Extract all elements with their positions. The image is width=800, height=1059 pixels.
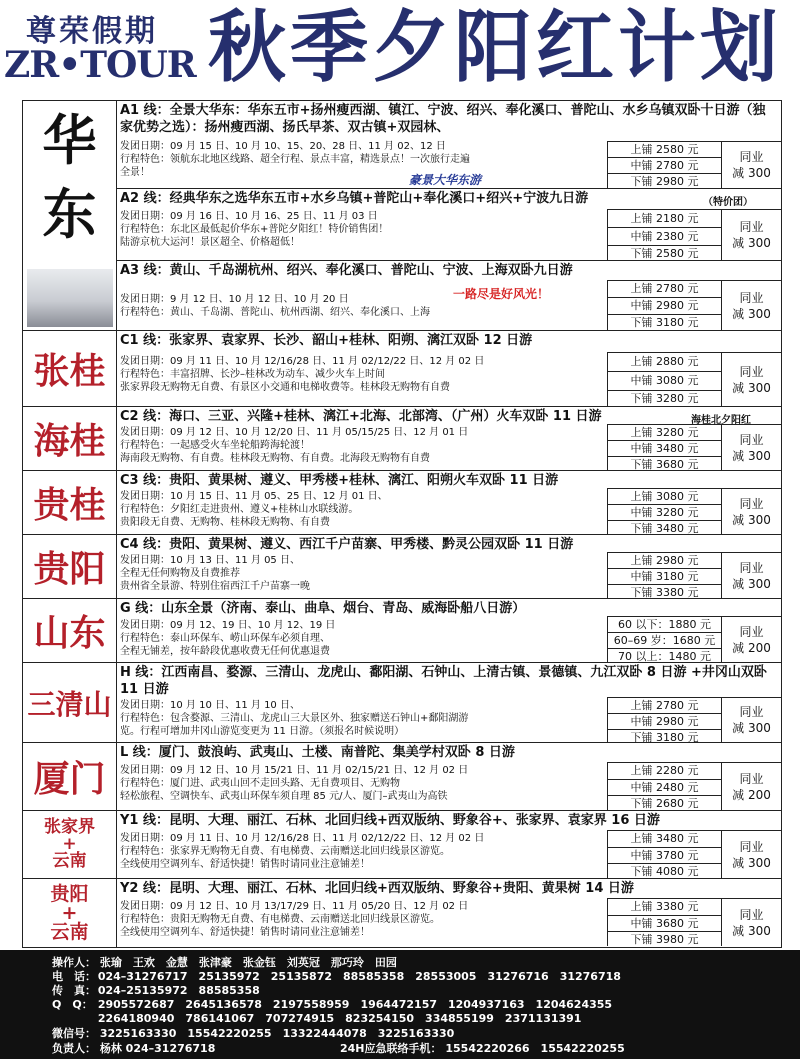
price-lower: 下铺 4080 元	[630, 865, 699, 878]
route-c4	[117, 535, 781, 599]
price-upper: 上铺 2280 元	[608, 763, 721, 780]
price-lower: 下铺 3680 元	[630, 458, 699, 471]
route-title: C4 线：贵阳、黄果树、遵义、西江千户苗寨、甲秀楼、黔灵公园双卧 11 日游	[120, 537, 574, 552]
region-label: 张桂	[33, 350, 106, 392]
peer-label: 同业	[739, 432, 764, 447]
price-list	[607, 898, 721, 946]
price-list	[607, 141, 721, 188]
route-title: A3 线：黄山、千岛湖杭州、绍兴、奉化溪口、普陀山、宁波、上海双卧九日游	[120, 263, 573, 278]
region-xiamen	[23, 743, 117, 811]
departure-dates: 发团日期：09 月 12 日、10 月 12/20 日、11 月 05/15/25 日、12 月 01 日	[120, 427, 469, 438]
tour-table	[22, 100, 782, 948]
fax-numbers: 024–25135972 88585358	[97, 984, 260, 997]
peer-amount: 减 200	[732, 787, 771, 802]
price-tier-3: 70 以上：1480 元	[618, 650, 711, 663]
route-g	[117, 599, 781, 663]
manager-line	[52, 1042, 215, 1055]
departure-dates: 发团日期：09 月 12、19 日、10 月 12、19 日	[120, 620, 336, 631]
region-guigui	[23, 471, 117, 535]
route-h	[117, 663, 781, 743]
route-feature: 行程特色：夕阳红走进贵州、遵义+桂林山水联线游。	[120, 504, 359, 515]
region-label: 厦门	[33, 758, 106, 800]
route-feature: 行程特色：黄山、千岛湖、普陀山、杭州西湖、绍兴、奉化溪口、上海	[120, 307, 430, 318]
peer-label: 同业	[739, 560, 764, 575]
peer-label: 同业	[739, 290, 764, 305]
peer-amount: 减 200	[732, 640, 771, 655]
peer-amount: 减 300	[732, 166, 771, 180]
region-zhanggui	[23, 331, 117, 407]
peer-discount	[721, 209, 781, 260]
price-list	[607, 552, 721, 598]
peer-discount	[721, 488, 781, 534]
departure-dates: 发团日期：09 月 12 日、10 月 13/17/29 日、11 月 05/20 日、12 月 02 日	[120, 901, 469, 912]
price-middle: 中铺 3480 元	[608, 441, 721, 457]
peer-amount: 减 300	[732, 306, 771, 321]
departure-dates: 发团日期：09 月 16 日、10 月 16、25 日、11 月 03 日	[120, 211, 378, 222]
route-feature: 全程无任何购物及自费推荐	[120, 568, 240, 579]
price-list	[607, 488, 721, 534]
departure-dates: 发团日期：10 月 15 日、11 月 05、25 日、12 月 01 日、	[120, 491, 388, 502]
departure-dates: 发团日期：09 月 12 日、10 月 15/21 日、11 月 02/15/21 日、12 月 02 日	[120, 765, 469, 776]
price-upper: 上铺 2780 元	[608, 698, 721, 714]
price-list	[607, 616, 721, 662]
region-sanqingshan	[23, 663, 117, 743]
price-lower: 下铺 3380 元	[630, 586, 699, 599]
price-upper: 上铺 2980 元	[608, 553, 721, 569]
route-info	[120, 764, 606, 803]
landscape-image	[27, 269, 113, 327]
departure-dates: 发团日期：09 月 11 日、10 月 12/16/28 日、11 月 02/12/22 日、12 月 02 日	[120, 833, 485, 844]
region-label: 山东	[33, 612, 106, 654]
operators-line	[52, 956, 397, 969]
operators-names: 张瑜 王欢 金慧 张津豪 张金钰 刘英冠 那巧玲 田园	[99, 956, 397, 969]
peer-discount	[721, 424, 781, 470]
price-lower: 下铺 2580 元	[630, 247, 699, 260]
route-title: C2 线：海口、三亚、兴隆+桂林、漓江+北海、北部湾、（广州）火车双卧 11 日游	[120, 409, 602, 424]
route-y2	[117, 879, 781, 947]
peer-label: 同业	[739, 220, 764, 234]
route-info	[120, 210, 606, 249]
peer-amount: 减 300	[732, 236, 771, 250]
route-feature: 贵阳段无自费、无购物、桂林段无购物、有自费	[120, 517, 330, 528]
price-lower: 下铺 3280 元	[630, 392, 699, 405]
price-list	[607, 697, 721, 742]
departure-dates: 发团日期：10 月 13 日、11 月 05 日、	[120, 555, 300, 566]
route-title: Y1 线：昆明、大理、丽江、石林、北回归线+西双版纳、野象谷+、张家界、袁家界 16 日游	[120, 813, 660, 828]
emergency-line	[340, 1042, 625, 1055]
peer-amount: 减 300	[732, 380, 771, 395]
route-c3	[117, 471, 781, 535]
price-middle: 中铺 2780 元	[608, 158, 721, 174]
phone-label: 电 话：	[52, 970, 96, 983]
route-title: A1 线：全景大华东：华东五市+扬州瘦西湖、镇江、宁波、绍兴、奉化溪口、普陀山、水乡乌镇双卧十日游（独家优势之选）：扬州瘦西湖、扬氏早茶、双古镇+双园林、	[120, 103, 766, 135]
route-feature: 全线使用空调列车、舒适快捷！销售时请同业注意铺差！	[120, 927, 370, 938]
route-feature: 行程特色：泰山环保车、崂山环保车必须自理、	[120, 633, 330, 644]
route-c2	[117, 407, 781, 471]
fax-line	[52, 984, 260, 997]
route-title: C3 线：贵阳、黄果树、遵义、甲秀楼+桂林、漓江、阳朔火车双卧 11 日游	[120, 473, 559, 488]
price-list	[607, 280, 721, 330]
route-note: 海桂北夕阳红	[691, 415, 751, 426]
peer-discount	[721, 141, 781, 188]
peer-label: 同业	[739, 839, 764, 854]
route-note: （特价团）	[703, 197, 753, 208]
region-label: 张家界 + 云南	[44, 817, 95, 871]
manager-label: 负责人：	[52, 1042, 96, 1055]
route-feature: 海南段无购物、有自费。桂林段无购物、有自费。北海段无购物有自费	[120, 453, 430, 464]
route-info	[120, 619, 606, 658]
peer-amount: 减 300	[732, 512, 771, 527]
phone-line	[52, 970, 621, 983]
price-lower: 下铺 3480 元	[630, 522, 699, 535]
region-label: 三清山	[27, 687, 112, 721]
price-upper: 上铺 2580 元	[608, 142, 721, 158]
peer-label: 同业	[739, 771, 764, 786]
route-feature: 行程特色：厦门进、武夷山回不走回头路、无自费项目、无购物	[120, 778, 400, 789]
price-lower: 下铺 3180 元	[630, 731, 699, 744]
route-title: C1 线：张家界、袁家界、长沙、韶山+桂林、阳朔、漓江双卧 12 日游	[120, 333, 533, 348]
price-middle: 中铺 3280 元	[608, 505, 721, 521]
route-title: H 线：江西南昌、婺源、三清山、龙虎山、鄱阳湖、石钟山、上清古镇、景德镇、九江双卧 8 日游 +井冈山双卧 11 日游	[120, 665, 767, 697]
peer-discount	[721, 898, 781, 946]
route-feature: 行程特色：贵阳无购物无自费、有电梯费、云南赠送北回归线景区游览。	[120, 914, 440, 925]
route-info	[120, 699, 606, 738]
region-haigui	[23, 407, 117, 471]
route-info	[120, 490, 606, 529]
route-title: G 线：山东全景（济南、泰山、曲阜、烟台、青岛、威海卧船八日游）	[120, 601, 526, 616]
route-info	[120, 900, 606, 939]
wechat-ids: 3225163330 15542220255 13322444078 3225163330	[99, 1027, 455, 1040]
wechat-line	[52, 1027, 454, 1040]
price-tier-1: 60 以下：1880 元	[608, 617, 721, 633]
page-title: 秋季夕阳红计划	[208, 3, 783, 93]
price-upper: 上铺 3080 元	[608, 489, 721, 505]
route-info	[120, 832, 606, 871]
peer-amount: 减 300	[732, 448, 771, 463]
price-upper: 上铺 3380 元	[608, 899, 721, 916]
departure-dates: 发团日期：09 月 15 日、10 月 10、15、20、28 日、11 月 02、12 日	[120, 141, 446, 152]
price-upper: 上铺 2180 元	[608, 210, 721, 228]
peer-label: 同业	[739, 364, 764, 379]
route-info	[120, 554, 606, 593]
phone-numbers: 024–31276717 25135972 25135872 88585358 28553005 31276716 31276718	[97, 970, 621, 983]
peer-label: 同业	[739, 624, 764, 639]
price-list	[607, 762, 721, 810]
price-list	[607, 830, 721, 878]
route-l	[117, 743, 781, 811]
route-info	[120, 426, 606, 465]
emergency-label: 24H应急联络手机：	[340, 1042, 442, 1055]
route-info	[120, 293, 606, 319]
manager-contact: 杨林 024–31276718	[99, 1042, 216, 1055]
price-upper: 上铺 3480 元	[608, 831, 721, 848]
region-label: 贵桂	[33, 484, 106, 526]
departure-dates: 发团日期：09 月 11 日、10 月 12/16/28 日、11 月 02/12/22 日、12 月 02 日	[120, 356, 485, 367]
route-feature: 行程特色：张家界无购物无自费、有电梯费、云南赠送北回归线景区游览。	[120, 846, 450, 857]
route-title: Y2 线：昆明、大理、丽江、石林、北回归线+西双版纳、野象谷+贵阳、黄果树 14 日游	[120, 881, 634, 896]
peer-amount: 减 300	[732, 576, 771, 591]
route-feature: 全景！	[120, 167, 150, 178]
route-c1	[117, 331, 781, 407]
price-middle: 中铺 3780 元	[608, 848, 721, 864]
peer-discount	[721, 280, 781, 330]
peer-amount: 减 300	[732, 855, 771, 870]
route-y1	[117, 811, 781, 879]
route-feature: 张家界段无购物无自费、有景区小交通和电梯收费等。桂林段无购物有自费	[120, 382, 450, 393]
price-middle: 中铺 2980 元	[608, 298, 721, 315]
price-middle: 中铺 2380 元	[608, 228, 721, 246]
route-feature: 全线使用空调列车、舒适快捷！销售时请同业注意铺差！	[120, 859, 370, 870]
region-huadong	[23, 101, 117, 331]
region-label: 华 东	[42, 108, 97, 246]
price-upper: 上铺 2780 元	[608, 281, 721, 298]
route-slogan: 一路尽是好风光！	[453, 287, 550, 301]
region-label: 海桂	[33, 420, 106, 462]
route-slogan: 豪景大华东游	[409, 173, 482, 187]
qq-line	[52, 998, 612, 1011]
header	[0, 0, 800, 98]
price-lower: 下铺 3980 元	[630, 933, 699, 946]
region-label: 贵阳 + 云南	[50, 882, 89, 943]
route-info	[120, 140, 606, 179]
peer-discount	[721, 762, 781, 810]
price-middle: 中铺 3080 元	[608, 372, 721, 391]
route-feature: 行程特色：东北区最低起价华东+普陀夕阳红！特价销售团！	[120, 224, 389, 235]
route-feature: 全程无铺差，按年龄段优惠收费无任何优惠退费	[120, 646, 330, 657]
departure-dates: 发团日期：10 月 10 日、11 月 10 日、	[120, 700, 300, 711]
price-upper: 上铺 3280 元	[608, 425, 721, 441]
route-feature: 览。行程可增加井冈山游览变更为 11 日游。（须报名时候说明）	[120, 726, 405, 737]
route-feature: 贵州省全景游、特别住宿西江千户苗寨一晚	[120, 581, 310, 592]
route-feature: 行程特色：领航东北地区线路、超全行程、景点丰富，精选景点！一次旅行走遍	[120, 154, 470, 165]
route-a2	[117, 189, 781, 261]
price-list	[607, 209, 721, 260]
peer-amount: 减 300	[732, 923, 771, 938]
region-guiyang	[23, 535, 117, 599]
route-feature: 行程特色：丰富招牌、长沙–桂林改为动车、减少火车上时间	[120, 369, 385, 380]
peer-label: 同业	[739, 705, 764, 719]
peer-discount	[721, 616, 781, 662]
price-lower: 下铺 2680 元	[630, 797, 699, 810]
price-middle: 中铺 2480 元	[608, 780, 721, 796]
price-tier-2: 60–69 岁：1680 元	[608, 633, 721, 649]
region-zhangjiajie-yunnan	[23, 811, 117, 879]
price-list	[607, 424, 721, 470]
contact-footer	[0, 950, 800, 1059]
region-guiyang-yunnan	[23, 879, 117, 947]
price-middle: 中铺 2980 元	[608, 714, 721, 730]
route-title: L 线：厦门、鼓浪屿、武夷山、土楼、南普陀、集美学村双卧 8 日游	[120, 745, 515, 760]
price-list	[607, 352, 721, 406]
price-middle: 中铺 3180 元	[608, 569, 721, 585]
peer-discount	[721, 697, 781, 742]
brand-name-cn: 尊荣假期	[26, 14, 158, 49]
fax-label: 传 真：	[52, 984, 96, 997]
route-info	[120, 355, 606, 394]
brand-name-en: ZR•TOUR	[4, 44, 196, 86]
qq-numbers: 2905572687 2645136578 2197558959 1964472157 1204937163 1204624355	[97, 998, 613, 1011]
price-upper: 上铺 2880 元	[608, 353, 721, 372]
peer-discount	[721, 352, 781, 406]
route-feature: 行程特色：包含婺源、三清山、龙虎山三大景区外、独家赠送石钟山+鄱阳湖游	[120, 713, 469, 724]
operators-label: 操作人：	[52, 956, 96, 969]
route-a3	[117, 261, 781, 331]
price-middle: 中铺 3680 元	[608, 916, 721, 932]
departure-dates: 发团日期：9 月 12 日、10 月 12 日、10 月 20 日	[120, 294, 349, 305]
peer-label: 同业	[739, 496, 764, 511]
price-lower: 下铺 3180 元	[630, 316, 699, 329]
route-feature: 陆游京杭大运河！景区超全、价格超低！	[120, 237, 300, 248]
peer-amount: 减 300	[732, 721, 771, 735]
route-title: A2 线：经典华东之选华东五市+水乡乌镇+普陀山+奉化溪口+绍兴+宁波九日游	[120, 191, 589, 206]
peer-discount	[721, 552, 781, 598]
qq-line-2	[52, 1012, 581, 1025]
peer-label: 同业	[739, 907, 764, 922]
peer-discount	[721, 830, 781, 878]
qq-label: Q Q：	[52, 998, 93, 1011]
emergency-phones: 15542220266 15542220255	[445, 1042, 625, 1055]
price-lower: 下铺 2980 元	[630, 175, 699, 188]
peer-label: 同业	[739, 150, 764, 164]
wechat-label: 微信号：	[52, 1027, 96, 1040]
route-a1	[117, 101, 781, 189]
route-feature: 轻松旅程、空调快车、武夷山环保车须自理 85 元/人、厦门–武夷山为高铁	[120, 791, 448, 802]
qq-numbers: 2264180940 786141067 707274915 823254150 334855199 2371131391	[97, 1012, 582, 1025]
region-label: 贵阳	[33, 548, 106, 590]
route-feature: 行程特色：一起感受火车坐轮船跨海轮渡！	[120, 440, 310, 451]
region-shandong	[23, 599, 117, 663]
